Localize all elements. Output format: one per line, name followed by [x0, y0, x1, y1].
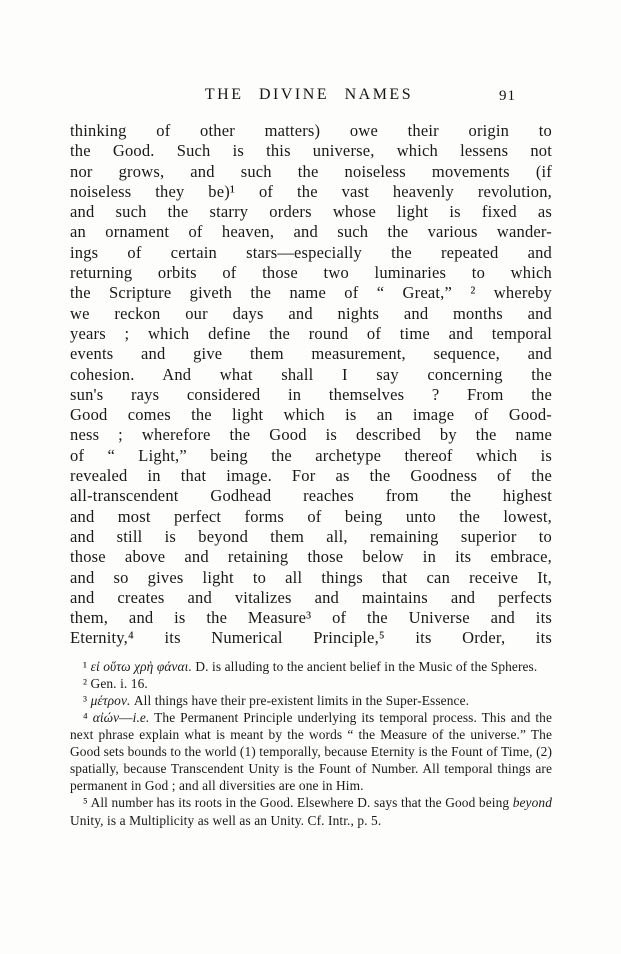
body-line: the Good. Such is this universe, which lessens not: [70, 141, 552, 161]
footnote-text-italic: αἰών: [92, 710, 120, 725]
body-line: ness ; wherefore the Good is described by the name: [70, 425, 552, 445]
body-line: returning orbits of those two luminaries to which: [70, 263, 552, 283]
body-line: and so gives light to all things that can receive It,: [70, 567, 552, 587]
footnotes: [70, 658, 552, 829]
body-line: and still is beyond them all, remaining superior to: [70, 526, 552, 546]
body-line: an ornament of heaven, and such the various wander-: [70, 222, 552, 242]
footnote-text: The Permanent Principle underlying its temporal process. This and the next phrase explain what is meant by the words “ the Measure of the universe.” The Good sets bounds to the world (1) temporally, because Eternity is the Fount of Time, (2) spatially, because Transcendent Unity is the Fount of Number. All temporal things are permanent in God ; and all diversities are one in Him.: [70, 710, 553, 794]
footnote-text: Unity, is a Multiplicity as well as an Unity. Cf. Intr., p. 5.: [70, 812, 382, 828]
footnote: [70, 709, 552, 794]
body-line: ings of certain stars—especially the repeated and: [70, 242, 552, 262]
body-line: revealed in that image. For as the Goodness of the: [70, 466, 552, 486]
footnote-text: ³: [83, 692, 91, 708]
body-line: cohesion. And what shall I say concerning the: [70, 364, 552, 384]
body-line: Eternity,⁴ its Numerical Principle,⁵ its Order, its: [70, 628, 552, 648]
footnote-text: D. is alluding to the ancient belief in the Music of the Spheres.: [191, 658, 538, 674]
footnote-text-italic: μέτρον.: [90, 692, 131, 708]
footnote-text-italic: εἰ οὕτω χρὴ φάναι.: [90, 658, 192, 674]
body-line: and most perfect forms of being unto the lowest,: [70, 506, 552, 526]
page-number: 91: [499, 88, 516, 104]
footnote-text: ⁴: [83, 710, 93, 725]
running-title: THE DIVINE NAMES: [204, 86, 414, 103]
footnote-text: ⁵ All number has its roots in the Good. Elsewhere D. says that the Good being: [83, 795, 513, 811]
body-line: years ; which define the round of time and temporal: [70, 323, 552, 343]
footnote: [70, 692, 552, 709]
body-line: thinking of other matters) owe their origin to: [70, 121, 552, 140]
footnote: [70, 658, 552, 675]
body-line: we reckon our days and nights and months and: [70, 303, 552, 323]
page-header: [68, 86, 550, 108]
body-line: nor grows, and such the noiseless movements (if: [70, 161, 552, 181]
body-line: noiseless they be)¹ of the vast heavenly revolution,: [70, 181, 552, 201]
body-text: [70, 121, 552, 649]
footnote-text: All things have their pre-existent limits in the Super-Essence.: [130, 692, 470, 708]
body-line: sun's rays considered in themselves ? From the: [70, 384, 552, 404]
footnote: [70, 794, 552, 828]
footnote-text: ² Gen. i. 16.: [83, 675, 148, 691]
footnote-text: —: [119, 710, 133, 725]
body-line: all-transcendent Godhead reaches from the highest: [70, 486, 552, 506]
body-line: them, and is the Measure³ of the Universe and its: [70, 608, 552, 628]
body-line: the Scripture giveth the name of “ Great,” ² whereby: [70, 283, 552, 303]
footnote-text-italic: beyond: [512, 795, 552, 811]
body-line: Good comes the light which is an image of Good-: [70, 405, 552, 425]
body-line: of “ Light,” being the archetype thereof which is: [70, 445, 552, 465]
body-line: events and give them measurement, sequence, and: [70, 344, 552, 364]
footnote-text: ¹: [83, 658, 91, 674]
body-line: those above and retaining those below in its embrace,: [70, 547, 552, 567]
footnote: [70, 675, 552, 692]
body-line: and such the starry orders whose light is fixed as: [70, 202, 552, 222]
footnote-text-italic: i.e.: [132, 710, 150, 725]
body-line: and creates and vitalizes and maintains and perfects: [70, 587, 552, 607]
